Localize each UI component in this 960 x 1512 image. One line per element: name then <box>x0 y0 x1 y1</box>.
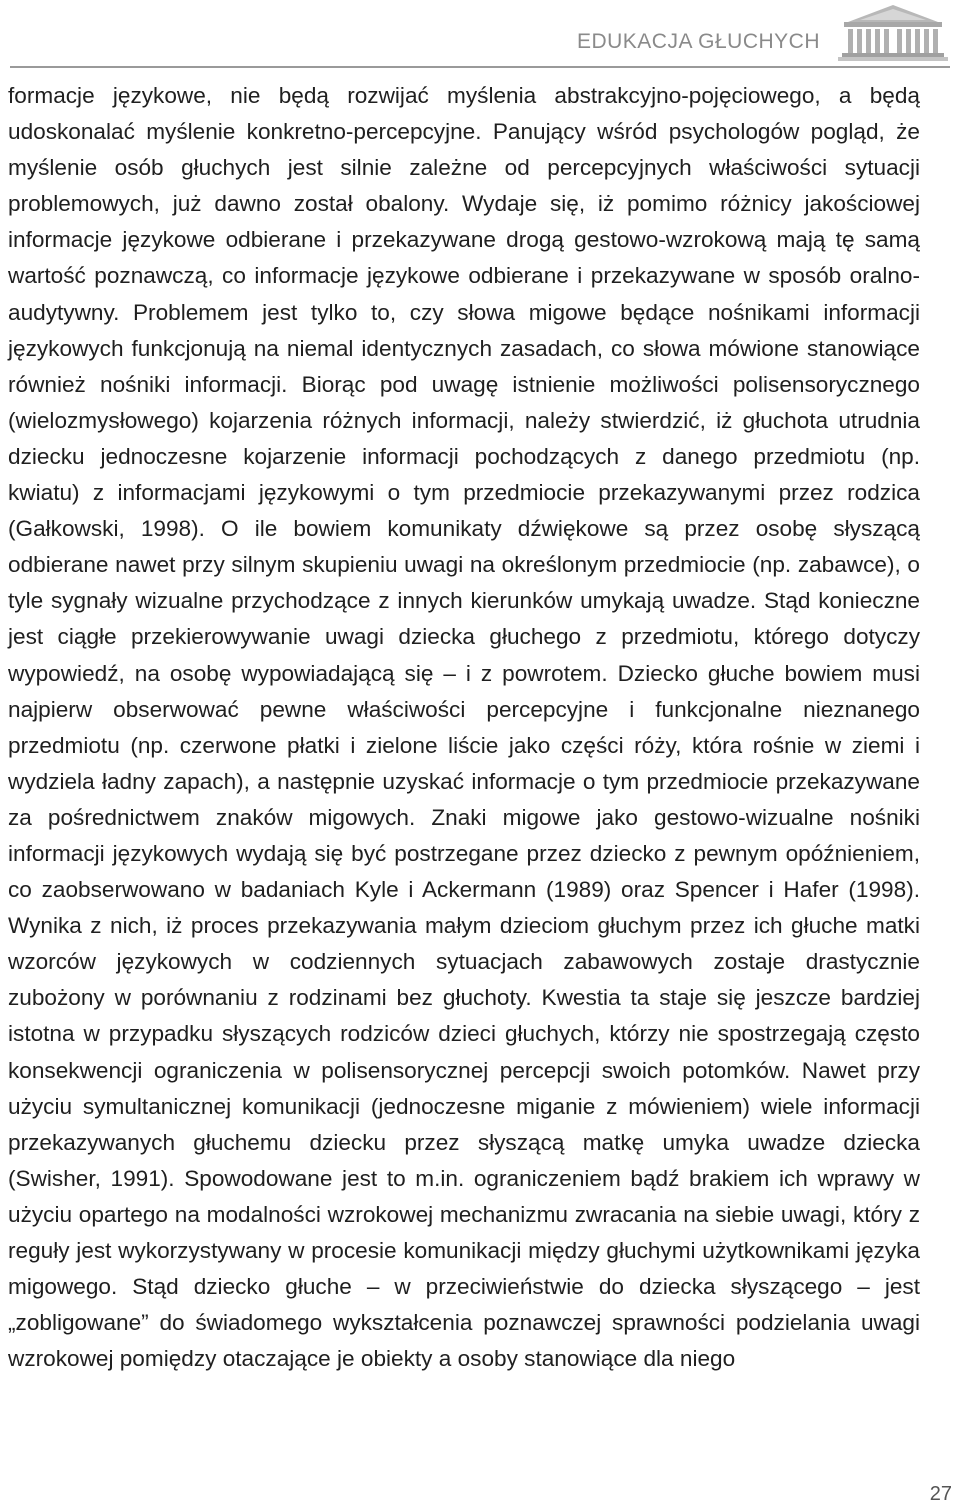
body-paragraph: formacje językowe, nie będą rozwijać myślenia abstrakcyjno-pojęciowego, a będą udoskonalać myślenie konkretno-percepcyjne. Panujący wśród psychologów pogląd, że myślenie osób głuchych jest silnie zależne od percepcyjnych właściwości sytuacji problemowych, już dawno został obalony. Wydaje się, iż pomimo różnicy jakościowej informacje językowe odbierane i przekazywane drogą gestowo-wzrokową mają tę samą wartość poznawczą, co informacje językowe odbierane i przekazywane w sposób oralno-audytywny. Problemem jest tylko to, czy słowa migowe będące nośnikami informacji językowych funkcjonują na niemal identycznych zasadach, co słowa mówione stanowiące również nośniki informacji. Biorąc pod uwagę istnienie możliwości polisensorycznego (wielozmysłowego) kojarzenia różnych informacji, należy stwierdzić, iż głuchota utrudnia dziecku jednoczesne kojarzenie informacji pochodzących z danego przedmiotu (np. kwiatu) z informacjami językowymi o tym przedmiocie przekazywanymi przez rodzica (Gałkowski, 1998). O ile bowiem komunikaty dźwiękowe są przez osobę słyszącą odbierane nawet przy silnym skupieniu uwagi na określonym przedmiocie (np. zabawce), o tyle sygnały wizualne przychodzące z innych kierunków umykają uwadze. Stąd konieczne jest ciągłe przekierowywanie uwagi dziecka głuchego z przedmiotu, którego dotyczy wypowiedź, na osobę wypowiadającą się – i z powrotem. Dziecko głuche bowiem musi najpierw obserwować pewne właściwości percepcyjne i funkcjonalne nieznanego przedmiotu (np. czerwone płatki i zielone liście jako części róży, która rośnie w ziemi i wydziela ładny zapach), a następnie uzyskać informacje o tym przedmiocie przekazywane za pośrednictwem znaków migowych. Znaki migowe jako gestowo-wizualne nośniki informacji językowych wydają się być postrzegane przez dziecko z pewnym opóźnieniem, co zaobserwowano w badaniach Kyle i Ackermann (1989) oraz Spencer i Hafer (1998). Wynika z nich, iż proces przekazywania małym dzieciom głuchym przez ich głuche matki wzorców językowych w codziennych sytuacjach zabawowych zostaje drastycznie zubożony w porównaniu z rodzinami bez głuchoty. Kwestia ta staje się jeszcze bardziej istotna w przypadku słyszących rodziców dzieci głuchych, którzy nie spostrzegają często konsekwencji ograniczenia w polisensorycznej percepcji swoich potomków. Nawet przy użyciu symultanicznej komunikacji (jednoczesne miganie z mówieniem) wiele informacji przekazywanych głuchemu dziecku przez słyszącą matkę umyka uwadze dziecka (Swisher, 1991). Spowodowane jest to m.in. ograniczeniem bądź brakiem ich wprawy w użyciu opartego na modalności wzrokowej mechanizmu zwracania na siebie uwagi, który z reguły jest wykorzystywany w procesie komunikacji między głuchymi użytkownikami języka migowego. Stąd dziecko głuche – w przeciwieństwie do dziecka słyszącego – jest „zobligowane” do świadomego wykształcenia poznawczej sprawności podzielania uwagi wzrokowej pomiędzy otaczające je obiekty a osoby stanowiące dla niego <box>8 83 920 1372</box>
page-header <box>0 0 960 80</box>
page-number: 27 <box>929 1483 952 1505</box>
building-columns-icon <box>834 2 952 64</box>
running-head-title: EDUKACJA GŁUCHYCH <box>576 30 820 53</box>
header-rule <box>10 66 950 68</box>
